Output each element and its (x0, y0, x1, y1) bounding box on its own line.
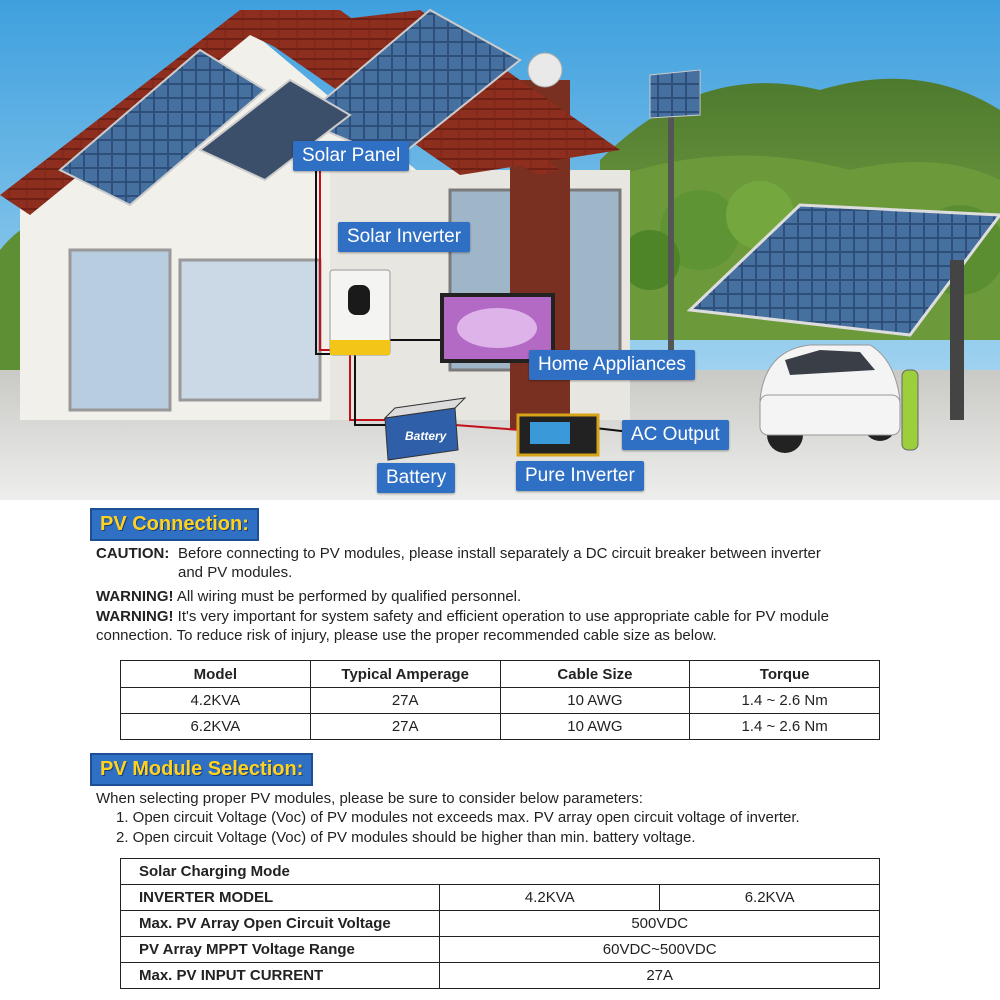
table-row (121, 963, 880, 989)
cell-model: 6.2KVA (121, 714, 311, 740)
mppt-voltage-range-label: PV Array MPPT Voltage Range (121, 937, 440, 963)
cell-torque: 1.4 ~ 2.6 Nm (690, 714, 880, 740)
table-row (121, 885, 880, 911)
table-row (121, 688, 880, 714)
pv-module-selection-heading: PV Module Selection: (90, 753, 313, 786)
cell-amperage: 27A (310, 714, 500, 740)
label-battery: Battery (377, 463, 455, 493)
table-row (121, 859, 880, 885)
table-row (121, 911, 880, 937)
battery-print-label: Battery (405, 429, 447, 443)
warning-cable-size: WARNING! It's very important for system safety and efficient operation to use appropriate cable for PV module connection. To reduce risk of injury, please use the proper recommended cable size as below. (96, 608, 829, 644)
max-open-circuit-voltage-label: Max. PV Array Open Circuit Voltage (121, 911, 440, 937)
pv-module-point-1: 1. Open circuit Voltage (Voc) of PV modules not exceeds max. PV array open circuit voltage of inverter. (116, 809, 800, 826)
label-solar-panel: Solar Panel (293, 141, 409, 171)
table-row (121, 714, 880, 740)
label-pure-inverter: Pure Inverter (516, 461, 644, 491)
pv-module-point-2: 2. Open circuit Voltage (Voc) of PV modules should be higher than min. battery voltage. (116, 829, 696, 846)
pv-connection-heading: PV Connection: (90, 508, 259, 541)
cable-spec-table (120, 660, 880, 740)
warning-qualified-personnel: WARNING! All wiring must be performed by qualified personnel. (96, 588, 522, 605)
col-cable-size: Cable Size (500, 661, 690, 688)
label-ac-output: AC Output (622, 420, 729, 450)
inverter-model-6-2kva: 6.2KVA (660, 885, 880, 911)
max-pv-input-current-label: Max. PV INPUT CURRENT (121, 963, 440, 989)
cell-cable-size: 10 AWG (500, 688, 690, 714)
table-row (121, 937, 880, 963)
mppt-voltage-range-value: 60VDC~500VDC (440, 937, 880, 963)
table-header-row (121, 661, 880, 688)
label-home-appliances: Home Appliances (529, 350, 695, 380)
solar-charging-mode-title: Solar Charging Mode (121, 859, 880, 885)
col-typical-amperage: Typical Amperage (310, 661, 500, 688)
caution-text: Before connecting to PV modules, please install separately a DC circuit breaker between inverter and PV modules. (178, 545, 821, 581)
max-open-circuit-voltage-value: 500VDC (440, 911, 880, 937)
inverter-model-4-2kva: 4.2KVA (440, 885, 660, 911)
max-pv-input-current-value: 27A (440, 963, 880, 989)
cell-torque: 1.4 ~ 2.6 Nm (690, 688, 880, 714)
caution-label: CAUTION: (96, 545, 170, 562)
cell-cable-size: 10 AWG (500, 714, 690, 740)
col-model: Model (121, 661, 311, 688)
col-torque: Torque (690, 661, 880, 688)
pv-module-intro: When selecting proper PV modules, please be sure to consider below parameters: (96, 790, 643, 807)
inverter-model-label: INVERTER MODEL (121, 885, 440, 911)
cell-amperage: 27A (310, 688, 500, 714)
cell-model: 4.2KVA (121, 688, 311, 714)
solar-charging-table (120, 858, 880, 989)
label-solar-inverter: Solar Inverter (338, 222, 470, 252)
